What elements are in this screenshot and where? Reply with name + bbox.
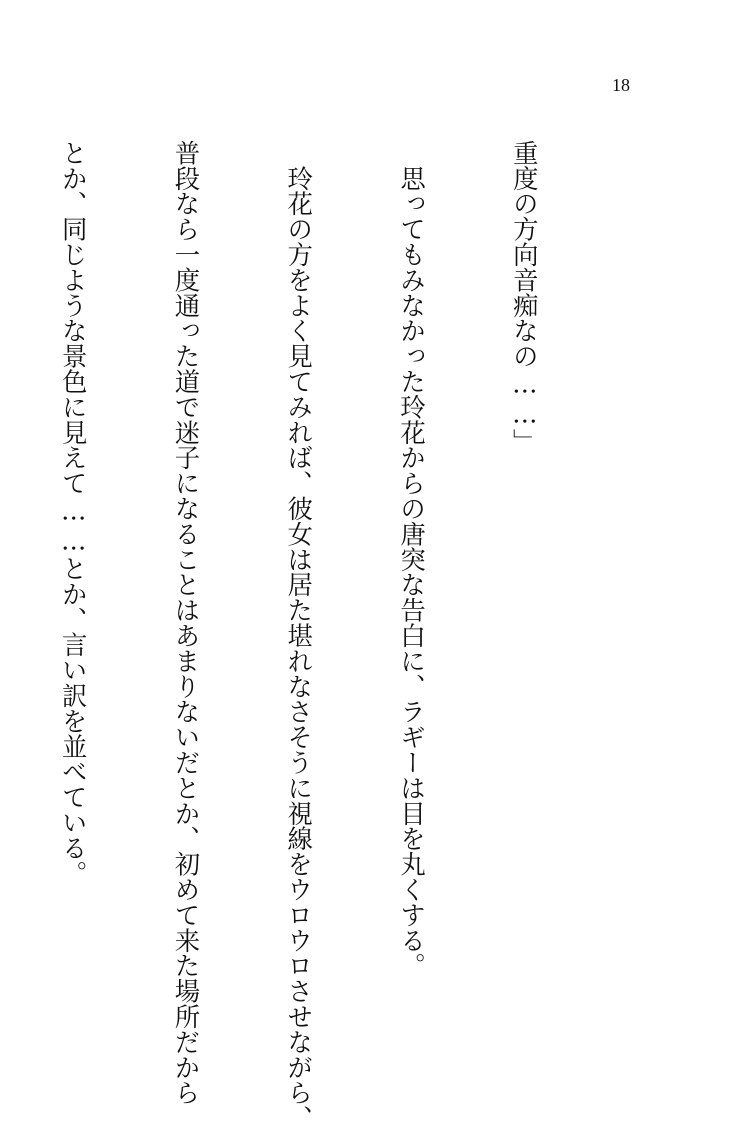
page-number: 18 (612, 75, 630, 95)
text-line: とか、同じような景色に見えて……とか、言い訳を並べている。 (58, 140, 89, 886)
text-line: 重度の方向音痴なの……」 (509, 140, 540, 454)
text-line: 普段なら一度通った道で迷子になることはあまりないだとか、初めて来た場所だから (171, 140, 202, 1106)
text-line: 玲花の方をよく見てみれば、彼女は居た堪れなさそうに視線をウロウロさせながら、 (284, 140, 315, 1131)
text-line: 思ってもみなかった玲花からの唐突な告白に、ラギーは目を丸くする。 (397, 140, 428, 979)
vertical-text-body (0, 140, 618, 1131)
